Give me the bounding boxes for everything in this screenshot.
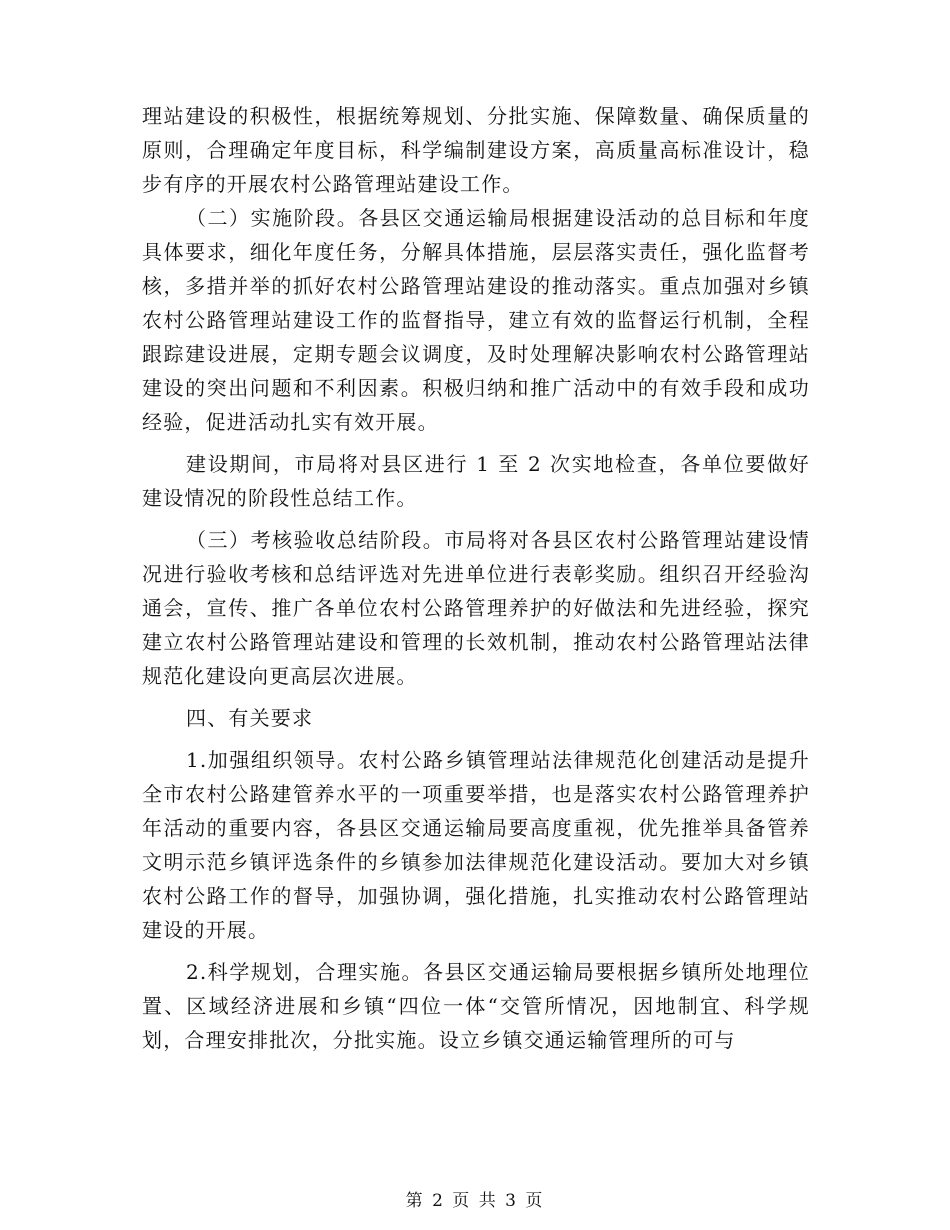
- section-heading-requirements: 四、有关要求: [186, 706, 314, 730]
- paragraph-implementation-stage: （二）实施阶段。各县区交通运输局根据建设活动的总目标和年度具体要求，细化年度任务，分解具体措施，层层落实责任，强化监督考核，多措并举的抓好农村公路管理站建设的推动落实。重点加强对乡镇农村公路管理站建设工作的监督指导，建立有效的监督运行机制，全程跟踪建设进展，定期专题会议调度，及时处理解决影响农村公路管理站建设的突出问题和不利因素。积极归纳和推广活动中的有效手段和成功经验，促进活动扎实有效开展。: [142, 206, 810, 434]
- paragraph-continuation: 理站建设的积极性，根据统筹规划、分批实施、保障数量、确保质量的原则，合理确定年度目标，科学编制建设方案，高质量高标准设计，稳步有序的开展农村公路管理站建设工作。: [142, 104, 810, 196]
- paragraph-inspection: 建设期间，市局将对县区进行 1 至 2 次实地检查，各单位要做好建设情况的阶段性总结工作。: [142, 452, 810, 510]
- document-body: [142, 99, 810, 1057]
- paragraph-requirement-1: 1.加强组织领导。农村公路乡镇管理站法律规范化创建活动是提升全市农村公路建管养水平的一项重要举措，也是落实农村公路管理养护年活动的重要内容，各县区交通运输局要高度重视，优先推举具备管养文明示范乡镇评选条件的乡镇参加法律规范化建设活动。要加大对乡镇农村公路工作的督导，加强协调，强化措施，扎实推动农村公路管理站建设的开展。: [142, 748, 810, 942]
- paragraph-requirement-2: 2.科学规划，合理实施。各县区交通运输局要根据乡镇所处地理位置、区域经济进展和乡镇“四位一体“交管所情况，因地制宜、科学规划，合理安排批次，分批实施。设立乡镇交通运输管理所的可与: [142, 960, 810, 1052]
- paragraph-acceptance-stage: （三）考核验收总结阶段。市局将对各县区农村公路管理站建设情况进行验收考核和总结评选对先进单位进行表彰奖励。组织召开经验沟通会，宣传、推广各单位农村公路管理养护的好做法和先进经验，探究建立农村公路管理站建设和管理的长效机制，推动农村公路管理站法律规范化建设向更高层次进展。: [142, 528, 810, 688]
- page-number: 第 2 页 共 3 页: [405, 1191, 545, 1211]
